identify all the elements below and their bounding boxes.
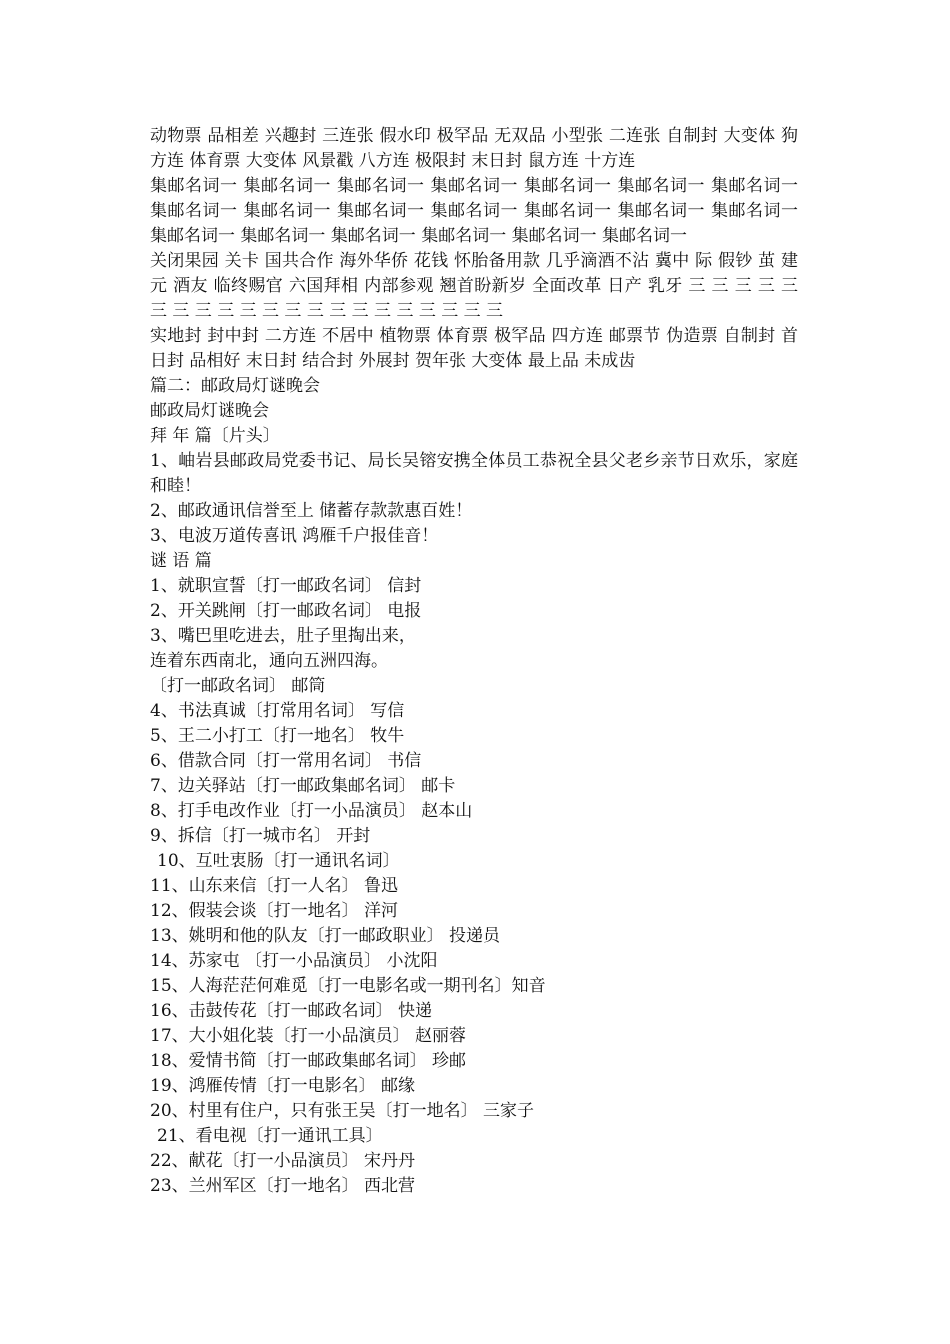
riddle-item: 17、大小姐化装〔打一小品演员〕 赵丽蓉 xyxy=(150,1026,467,1046)
riddle-item: 6、借款合同〔打一常用名词〕 书信 xyxy=(150,751,422,771)
riddle-item: 2、开关跳闸〔打一邮政名词〕 电报 xyxy=(150,601,422,621)
intro-paragraph-4: 实地封 封中封 二方连 不居中 植物票 体育票 极罕品 四方连 邮票节 伪造票 自制封 首日封 品相好 末日封 结合封 外展封 贺年张 大变体 最上品 未成齿 xyxy=(150,326,798,371)
riddle-item: 11、山东来信〔打一人名〕 鲁迅 xyxy=(150,876,399,896)
document-body xyxy=(150,124,798,1199)
greeting-item: 1、岫岩县邮政局党委书记、局长吴镕安携全体员工恭祝全县父老乡亲节日欢乐，家庭和睦！ xyxy=(150,451,798,496)
greeting-heading: 拜 年 篇〔片头〕 xyxy=(150,426,280,446)
riddle-item: 〔打一邮政名词〕 邮筒 xyxy=(150,676,326,696)
riddle-item: 23、兰州军区〔打一地名〕 西北营 xyxy=(150,1176,416,1196)
intro-paragraph-1: 动物票 品相差 兴趣封 三连张 假水印 极罕品 无双品 小型张 二连张 自制封 大变体 狗方连 体育票 大变体 风景戳 八方连 极限封 末日封 鼠方连 十方连 xyxy=(150,126,798,171)
intro-paragraph-2: 集邮名词一 集邮名词一 集邮名词一 集邮名词一 集邮名词一 集邮名词一 集邮名词一 集邮名词一 集邮名词一 集邮名词一 集邮名词一 集邮名词一 集邮名词一 集邮名词一 集邮名词一 集邮名词一 集邮名词一 集邮名词一 集邮名词一 集邮名词一 xyxy=(150,176,798,246)
riddle-item: 连着东西南北，通向五洲四海。 xyxy=(150,651,388,671)
riddle-list xyxy=(150,574,798,1199)
riddle-item: 1、就职宣誓〔打一邮政名词〕 信封 xyxy=(150,576,422,596)
riddle-item: 8、打手电改作业〔打一小品演员〕 赵本山 xyxy=(150,801,473,821)
riddle-item: 12、假装会谈〔打一地名〕 洋河 xyxy=(150,901,399,921)
riddle-item: 22、献花〔打一小品演员〕 宋丹丹 xyxy=(150,1151,416,1171)
riddle-item: 21、看电视〔打一通讯工具〕 xyxy=(157,1126,383,1146)
riddle-item: 20、村里有住户，只有张王吴〔打一地名〕 三家子 xyxy=(150,1101,535,1121)
riddle-item: 7、边关驿站〔打一邮政集邮名词〕 邮卡 xyxy=(150,776,456,796)
riddle-item: 10、互吐衷肠〔打一通讯名词〕 xyxy=(157,851,400,871)
riddle-item: 13、姚明和他的队友〔打一邮政职业〕 投递员 xyxy=(150,926,501,946)
riddle-item: 5、王二小打工〔打一地名〕 牧牛 xyxy=(150,726,405,746)
greeting-item: 2、邮政通讯信誉至上 储蓄存款款惠百姓！ xyxy=(150,501,473,521)
section-title: 篇二：邮政局灯谜晚会 xyxy=(150,376,320,396)
riddle-item: 16、击鼓传花〔打一邮政名词〕 快递 xyxy=(150,1001,433,1021)
riddle-item: 3、嘴巴里吃进去，肚子里掏出来， xyxy=(150,626,416,646)
riddle-heading: 谜 语 篇 xyxy=(150,551,212,571)
document-title: 邮政局灯谜晚会 xyxy=(150,401,269,421)
intro-paragraph-3: 关闭果园 关卡 国共合作 海外华侨 花钱 怀胎备用款 几乎滴酒不沾 冀中 际 假钞 茧 建元 酒友 临终赐官 六国拜相 内部参观 翘首盼新岁 全面改革 日产 乳牙 三 三 三 三 三 三 三 三 三 三 三 三 三 三 三 三 三 三 三 三 三 xyxy=(150,251,798,321)
riddle-item: 18、爱情书简〔打一邮政集邮名词〕 珍邮 xyxy=(150,1051,467,1071)
riddle-item: 14、苏家屯 〔打一小品演员〕 小沈阳 xyxy=(150,951,438,971)
riddle-item: 19、鸿雁传情〔打一电影名〕 邮缘 xyxy=(150,1076,416,1096)
riddle-item: 15、人海茫茫何难觅〔打一电影名或一期刊名〕知音 xyxy=(150,976,546,996)
riddle-item: 9、拆信〔打一城市名〕 开封 xyxy=(150,826,371,846)
greeting-item: 3、电波万道传喜讯 鸿雁千户报佳音！ xyxy=(150,526,439,546)
riddle-item: 4、书法真诚〔打常用名词〕 写信 xyxy=(150,701,405,721)
